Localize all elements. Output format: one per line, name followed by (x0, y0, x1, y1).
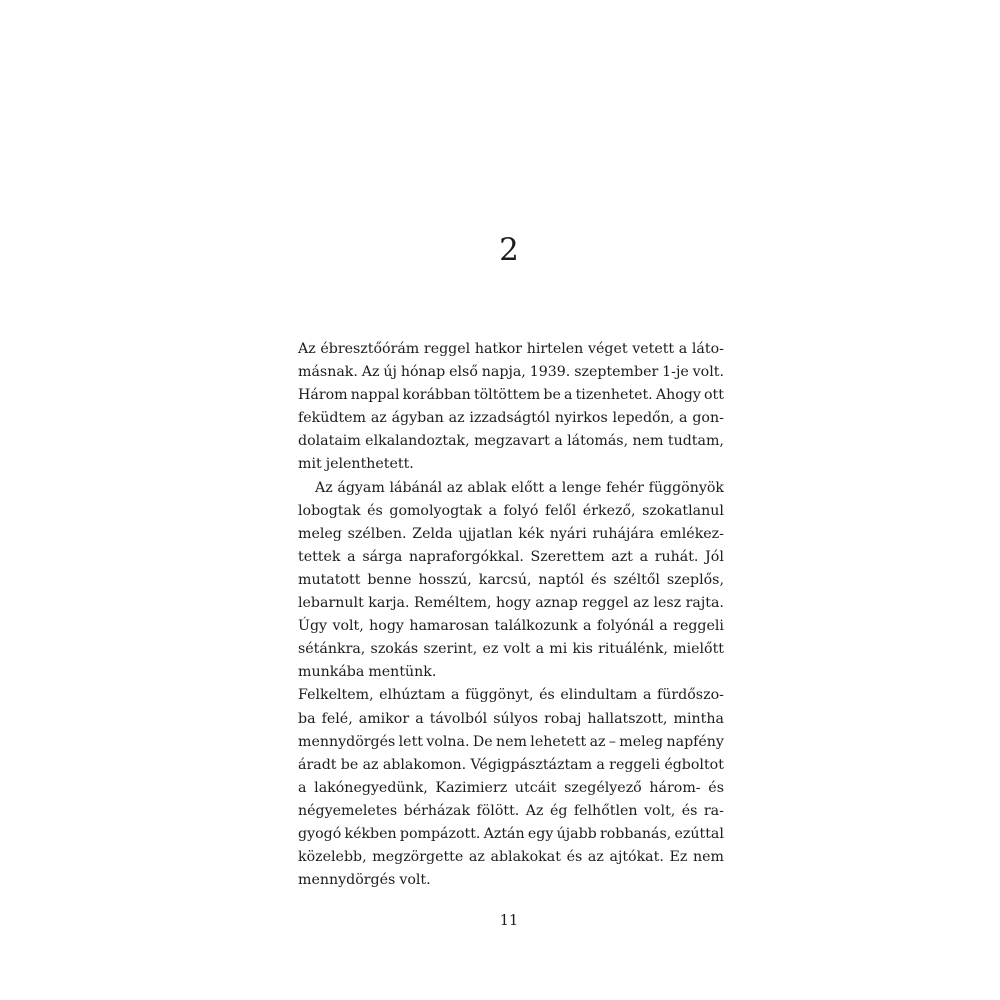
text-line: Az ágyam lábánál az ablak előtt a lenge fehér függönyök (315, 479, 724, 496)
text-line: mit jelenthetett. (298, 456, 414, 473)
text-line: mutatott benne hosszú, karcsú, naptól és széltől szeplős, (298, 571, 724, 588)
text-line: gyogó kékben pompázott. Aztán egy újabb robbanás, ezúttal (298, 825, 724, 842)
text-line: áradt be az ablakomon. Végigpásztáztam a reggeli égboltot (298, 756, 724, 773)
chapter-text (298, 338, 724, 892)
text-line: feküdtem az ágyban az izzadságtól nyirkos lepedőn, a gon- (298, 410, 724, 427)
page-number: 11 (499, 913, 519, 929)
text-line: lebarnult karja. Reméltem, hogy aznap reggel az lesz rajta. (298, 595, 724, 612)
text-line: közelebb, megzörgette az ablakokat és az ajtókat. Ez nem (298, 849, 724, 866)
text-line: lobogtak és gomolyogtak a folyó felől érkező, szokatlanul (298, 502, 724, 519)
text-line: másnak. Az új hónap első napja, 1939. szeptember 1-je volt. (298, 364, 724, 381)
text-line: a lakónegyedünk, Kazimierz utcáit szegélyező három- és (298, 779, 724, 796)
text-line: meleg szélben. Zelda ujjatlan kék nyári ruhájára emlékez- (298, 525, 724, 542)
text-line: Három nappal korábban töltöttem be a tizenhetet. Ahogy ott (298, 387, 724, 404)
text-line: mennydörgés lett volna. De nem lehetett az – meleg napfény (298, 733, 724, 750)
text-line: mennydörgés volt. (298, 872, 431, 889)
text-line: Felkeltem, elhúztam a függönyt, és elindultam a fürdőszo- (298, 687, 724, 704)
chapter-number: 2 (499, 232, 519, 268)
text-line: tettek a sárga napraforgókkal. Szerettem azt a ruhát. Jól (298, 548, 724, 565)
text-line: munkába mentünk. (298, 664, 437, 681)
text-line: Úgy volt, hogy hamarosan találkozunk a folyónál a reggeli (298, 618, 724, 635)
text-line: négyemeletes bérházak fölött. Az ég felhőtlen volt, és ra- (298, 802, 724, 819)
text-line: sétánkra, szokás szerint, ez volt a mi kis rituálénk, mielőtt (298, 641, 724, 658)
text-line: dolataim elkalandoztak, megzavart a látomás, nem tudtam, (298, 433, 724, 450)
text-line: Az ébresztőórám reggel hatkor hirtelen véget vetett a láto- (298, 341, 724, 357)
text-line: ba felé, amikor a távolból súlyos robaj hallatszott, mintha (298, 710, 724, 727)
